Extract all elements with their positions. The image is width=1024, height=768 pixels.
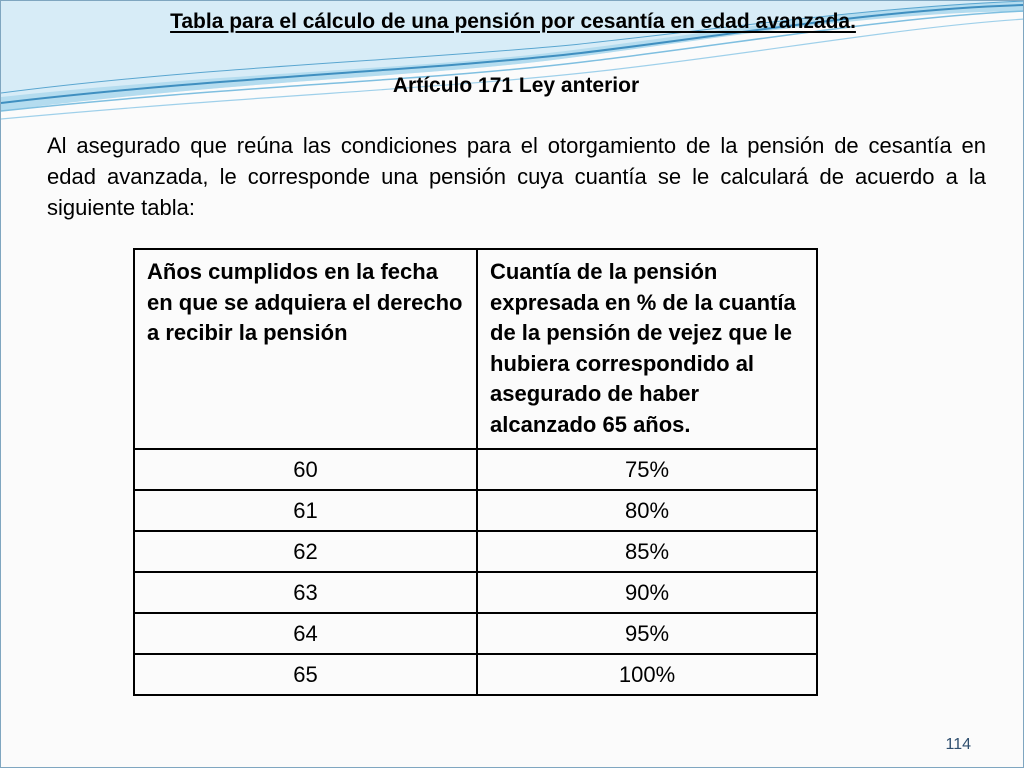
table-row <box>134 490 817 531</box>
cell-age: 64 <box>134 613 477 654</box>
intro-paragraph: Al asegurado que reúna las condiciones para el otorgamiento de la pensión de cesantía en edad avanzada, le corresponde una pensión cuya cuantía se le calculará de acuerdo a la siguiente tabla: <box>47 133 986 220</box>
slide-title: Tabla para el cálculo de una pensión por cesantía en edad avanzada. <box>170 10 856 33</box>
slide-subtitle: Artículo 171 Ley anterior <box>392 74 640 97</box>
cell-percentage: 80% <box>477 490 817 531</box>
cell-percentage: 100% <box>477 654 817 695</box>
cell-age: 60 <box>134 449 477 490</box>
table-row <box>134 572 817 613</box>
cell-age: 62 <box>134 531 477 572</box>
cell-percentage: 90% <box>477 572 817 613</box>
cell-percentage: 75% <box>477 449 817 490</box>
table-row <box>134 449 817 490</box>
table-row <box>134 654 817 695</box>
header-years: Años cumplidos en la fecha en que se adquiera el derecho a recibir la pensión <box>134 249 477 449</box>
cell-age: 63 <box>134 572 477 613</box>
table-row <box>134 531 817 572</box>
header-amount: Cuantía de la pensión expresada en % de la cuantía de la pensión de vejez que le hubiera correspondido al asegurado de haber alcanzado 65 años. <box>477 249 817 449</box>
table-row <box>134 613 817 654</box>
table-header-row <box>134 249 817 449</box>
pension-table <box>133 248 818 696</box>
cell-percentage: 85% <box>477 531 817 572</box>
cell-percentage: 95% <box>477 613 817 654</box>
cell-age: 65 <box>134 654 477 695</box>
cell-age: 61 <box>134 490 477 531</box>
page-number: 114 <box>945 736 971 753</box>
